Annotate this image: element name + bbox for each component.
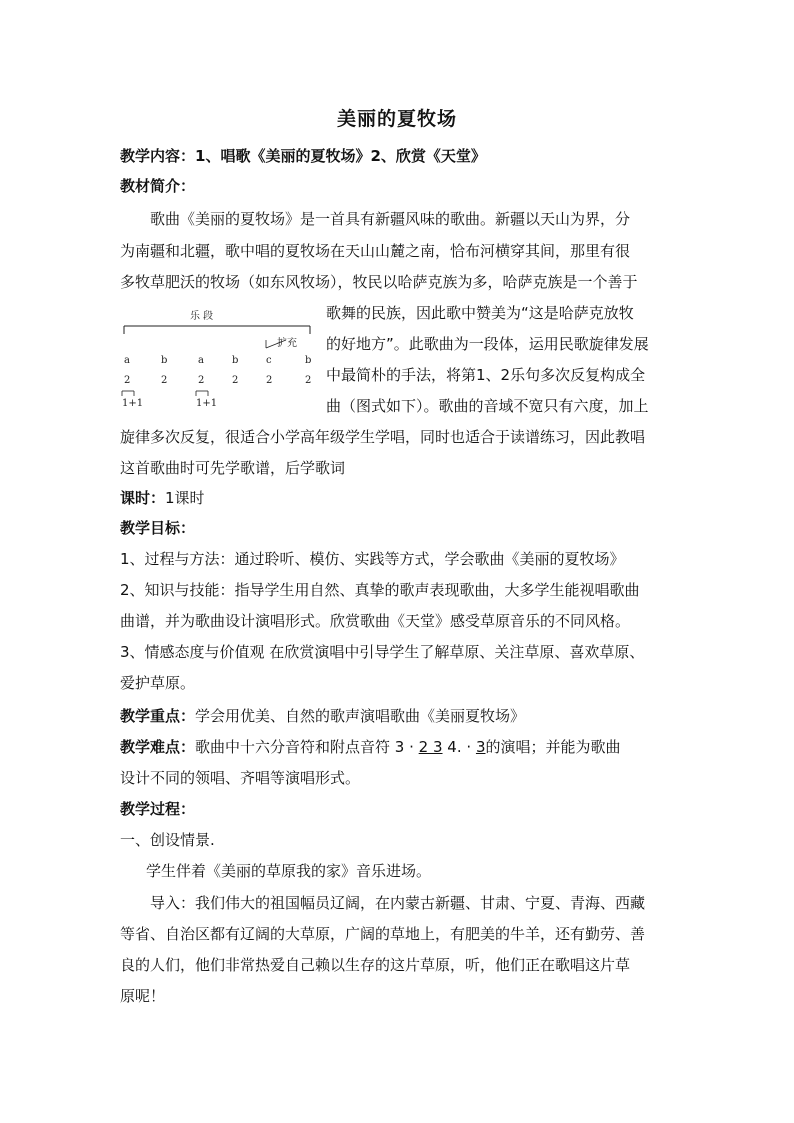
dotted-note-underlined: 2 3: [418, 738, 443, 756]
intro-line: 中最简朴的手法，将第1、2乐句多次反复构成全: [326, 366, 646, 384]
note-underlined: 3: [475, 738, 486, 756]
intro-line: 歌曲《美丽的夏牧场》是一首具有新疆风味的歌曲。新疆以天山为界，分: [150, 210, 631, 228]
song-form-diagram: [118, 300, 318, 415]
goal-line: 爱护草原。: [120, 674, 196, 692]
step-heading: 一、创设情景.: [120, 831, 215, 849]
phrase-letter: b: [161, 355, 168, 366]
difficulty-label: 教学难点：: [120, 738, 196, 756]
intro-line: 的好地方”。此歌曲为一段体，运用民歌旋律发展: [326, 335, 649, 353]
teaching-content-label: 教学内容：: [120, 147, 196, 165]
extension-label: 扩充: [277, 338, 297, 349]
difficulty-text: 4. ·: [447, 738, 472, 756]
teaching-content: [120, 146, 486, 166]
sub-label: 1+1: [122, 398, 144, 409]
phrase-number: 2: [124, 375, 131, 386]
goal-line: 2、知识与技能：指导学生用自然、真挚的歌声表现歌曲，大多学生能视唱歌曲: [120, 581, 640, 599]
phrase-letter: b: [232, 355, 239, 366]
intro2-line: 等省、自治区都有辽阔的大草原，广阔的草地上，有肥美的牛羊，还有勤劳、善: [120, 925, 646, 943]
key-point: [120, 706, 525, 726]
goal-line: 3、情感态度与价值观 在欣赏演唱中引导学生了解草原、关注草原、喜欢草原、: [120, 643, 645, 661]
class-hours-label: 课时：: [120, 489, 166, 507]
phrase-number: 2: [305, 375, 312, 386]
intro-line: 多牧草肥沃的牧场（如东风牧场），牧民以哈萨克族为多，哈萨克族是一个善于: [120, 273, 638, 291]
difficulty-text: 的演唱；并能为歌曲: [485, 738, 621, 756]
phrase-number: 2: [266, 375, 273, 386]
sub-label: 1+1: [196, 398, 218, 409]
difficulty-text: 歌曲中十六分音符和附点音符 3 ·: [195, 738, 414, 756]
step-line: 学生伴着《美丽的草原我的家》音乐进场。: [146, 862, 432, 880]
phrase-letter: a: [124, 355, 130, 366]
goal-line: 1、过程与方法：通过聆听、模仿、实践等方式，学会歌曲《美丽的夏牧场》: [120, 550, 625, 568]
intro2-line: 良的人们，他们非常热爱自己赖以生存的这片草原，听，他们正在歌唱这片草: [120, 956, 631, 974]
teaching-content-text: 1、唱歌《美丽的夏牧场》2、欣赏《天堂》: [195, 147, 486, 165]
page-title: 美丽的夏牧场: [336, 108, 457, 130]
intro2-line: 原呢！: [120, 987, 166, 1005]
intro-heading: 教材简介：: [120, 177, 196, 195]
intro-line: 为南疆和北疆，歌中唱的夏牧场在天山山麓之南，恰布河横穿其间，那里有很: [120, 242, 631, 260]
class-hours: [120, 488, 205, 508]
difficulty-line: 设计不同的领唱、齐唱等演唱形式。: [120, 769, 361, 787]
phrase-number: 2: [161, 375, 168, 386]
intro-line: 曲（图式如下）。歌曲的音域不宽只有六度，加上: [326, 397, 649, 415]
goals-heading: 教学目标：: [120, 519, 196, 537]
key-point-text: 学会用优美、自然的歌声演唱歌曲《美丽夏牧场》: [195, 707, 526, 725]
phrase-number: 2: [198, 375, 205, 386]
class-hours-text: 1课时: [165, 489, 205, 507]
goal-line: 曲谱，并为歌曲设计演唱形式。欣赏歌曲《天堂》感受草原音乐的不同风格。: [120, 612, 631, 630]
intro-line: 歌舞的民族，因此歌中赞美为“这是哈萨克放牧: [326, 304, 634, 322]
process-heading: 教学过程：: [120, 800, 196, 818]
phrase-letter: b: [305, 355, 312, 366]
intro2-line: 导入：我们伟大的祖国幅员辽阔，在内蒙古新疆、甘肃、宁夏、青海、西藏: [150, 894, 646, 912]
difficulty: [120, 737, 621, 757]
phrase-letter: a: [198, 355, 204, 366]
intro-line: 旋律多次反复，很适合小学高年级学生学唱，同时也适合于读谱练习，因此教唱: [120, 428, 646, 446]
section-label: 乐 段: [190, 311, 214, 322]
key-point-label: 教学重点：: [120, 707, 196, 725]
intro-line: 这首歌曲时可先学歌谱，后学歌词: [120, 459, 346, 477]
phrase-letter: c: [266, 355, 272, 366]
phrase-number: 2: [232, 375, 239, 386]
